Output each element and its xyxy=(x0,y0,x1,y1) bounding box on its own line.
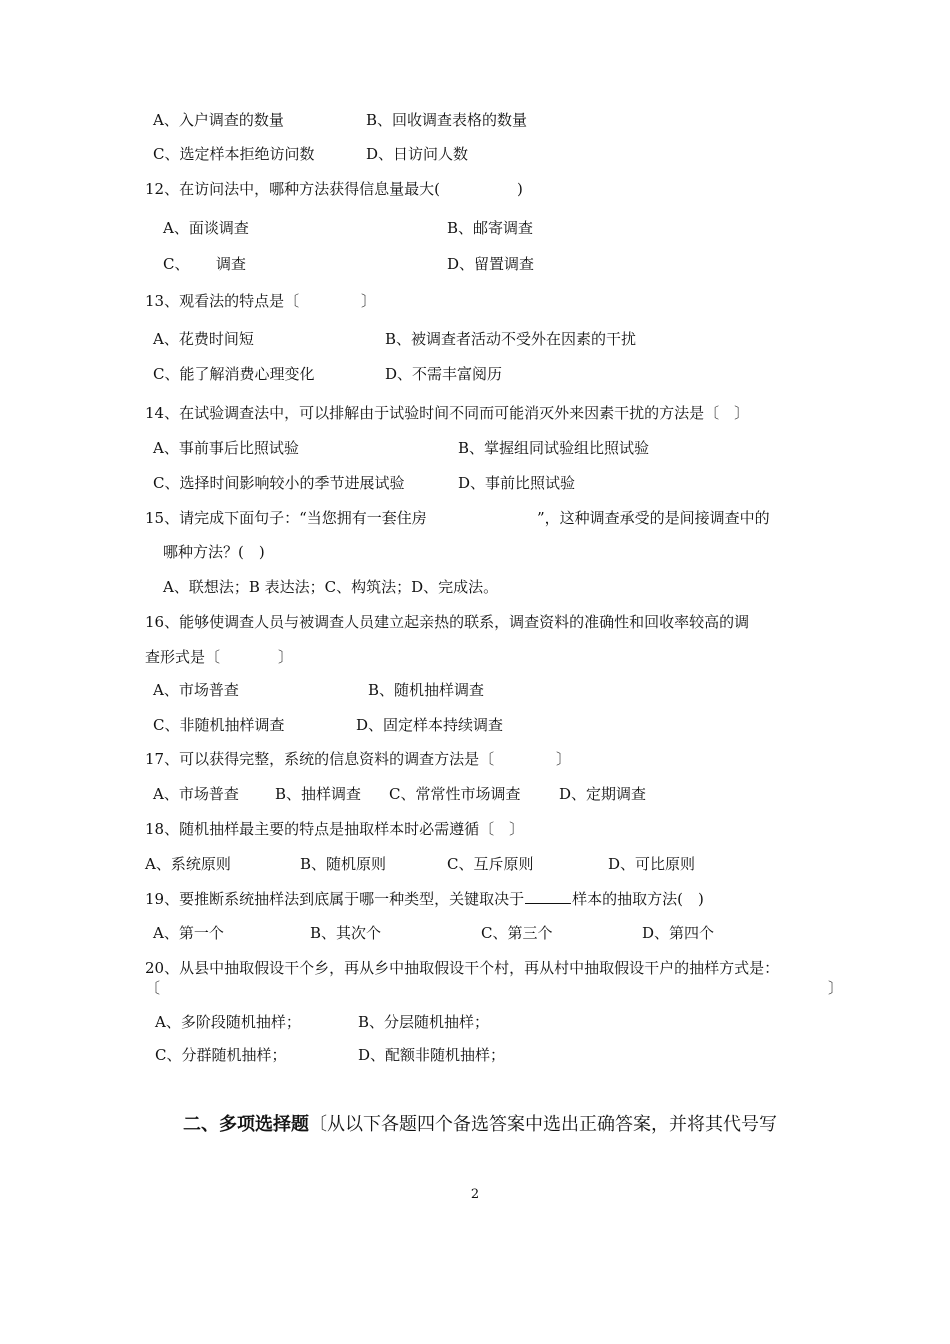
q18-option-d: D、可比原则 xyxy=(608,855,696,873)
q16-stem-a: 16、能够使调查人员与被调查人员建立起亲热的联系，调查资料的准确性和回收率较高的调 xyxy=(145,613,750,631)
q16-option-c: C、非随机抽样调查 xyxy=(153,716,285,734)
q11-option-c: C、选定样本拒绝访问数 xyxy=(153,145,315,163)
q19-option-c: C、第三个 xyxy=(481,924,553,942)
section-title: 二、多项选择题 xyxy=(183,1114,309,1135)
q16-option-a: A、市场普查 xyxy=(153,681,239,699)
q20-paren-close: 〕 xyxy=(828,979,844,997)
q14-option-b: B、掌握组同试验组比照试验 xyxy=(458,439,650,457)
q16-stem-b: 查形式是〔 xyxy=(145,648,221,666)
q16-option-b: B、随机抽样调查 xyxy=(368,681,485,699)
q14-option-c: C、选择时间影响较小的季节进展试验 xyxy=(153,474,405,492)
q19-stem-a: 19、要推断系统抽样法到底属于哪一种类型，关键取决于 xyxy=(145,890,525,908)
q12-stem: 12、在访问法中，哪种方法获得信息量最大( xyxy=(145,180,440,198)
section-heading xyxy=(183,1113,777,1137)
q20-option-b: B、分层随机抽样； xyxy=(358,1013,490,1031)
q15-stem-a: 15、请完成下面句子：“当您拥有一套住房 xyxy=(145,509,427,527)
q19-option-b: B、其次个 xyxy=(310,924,382,942)
q13-option-b: B、被调查者活动不受外在因素的干扰 xyxy=(385,330,637,348)
q20-stem: 20、从县中抽取假设干个乡，再从乡中抽取假设干个村，再从村中抽取假设干户的抽样方式是： xyxy=(145,959,780,977)
section-description: 〔从以下各题四个备选答案中选出正确答案，并将其代号写 xyxy=(309,1114,777,1135)
q19-stem-b: 样本的抽取方法( ) xyxy=(572,890,704,908)
q20-option-c: C、分群随机抽样； xyxy=(155,1046,287,1064)
q19-stem xyxy=(145,889,704,909)
q12-stem-end: ) xyxy=(517,180,523,198)
q16-stem-end: 〕 xyxy=(278,648,294,666)
q19-option-d: D、第四个 xyxy=(642,924,715,942)
q17-option-d: D、定期调查 xyxy=(559,785,647,803)
q16-option-d: D、固定样本持续调查 xyxy=(356,716,504,734)
q13-option-d: D、不需丰富阅历 xyxy=(385,365,503,383)
q12-option-c-text: 调查 xyxy=(216,255,247,273)
q17-stem: 17、可以获得完整，系统的信息资料的调查方法是〔 xyxy=(145,750,495,768)
q20-paren-open: 〔 xyxy=(145,979,161,997)
q14-option-a: A、事前事后比照试验 xyxy=(153,439,299,457)
page-number: 2 xyxy=(470,1187,480,1202)
q12-option-a: A、面谈调查 xyxy=(163,219,249,237)
q13-option-c: C、能了解消费心理变化 xyxy=(153,365,315,383)
q17-option-b: B、抽样调查 xyxy=(275,785,362,803)
q19-answer-blank xyxy=(525,889,571,904)
q13-stem: 13、观看法的特点是〔 xyxy=(145,292,300,310)
q18-option-a: A、系统原则 xyxy=(145,855,231,873)
q11-option-a: A、入户调查的数量 xyxy=(153,111,284,129)
q15-stem-b: ”，这种调查承受的是间接调查中的 xyxy=(537,509,770,527)
q11-option-b: B、回收调查表格的数量 xyxy=(366,111,528,129)
q20-option-a: A、多阶段随机抽样； xyxy=(155,1013,301,1031)
q15-stem-c: 哪种方法？( ) xyxy=(163,543,265,561)
q14-stem: 14、在试验调查法中，可以排解由于试验时间不同而可能消灭外来因素干扰的方法是〔 〕 xyxy=(145,404,750,422)
q12-option-d: D、留置调查 xyxy=(447,255,535,273)
q19-option-a: A、第一个 xyxy=(153,924,224,942)
q17-option-a: A、市场普查 xyxy=(153,785,239,803)
q11-option-d: D、日访问人数 xyxy=(366,145,469,163)
q20-option-d: D、配额非随机抽样； xyxy=(358,1046,506,1064)
q14-option-d: D、事前比照试验 xyxy=(458,474,576,492)
q15-options: A、联想法；B 表达法；C、构筑法；D、完成法。 xyxy=(163,578,499,596)
q18-option-c: C、互斥原则 xyxy=(447,855,534,873)
q18-stem: 18、随机抽样最主要的特点是抽取样本时必需遵循〔 〕 xyxy=(145,820,525,838)
q12-option-b: B、邮寄调查 xyxy=(447,219,534,237)
q18-option-b: B、随机原则 xyxy=(300,855,387,873)
q13-option-a: A、花费时间短 xyxy=(153,330,254,348)
q12-option-c: C、 xyxy=(163,255,190,273)
q13-stem-end: 〕 xyxy=(361,292,377,310)
q17-option-c: C、常常性市场调查 xyxy=(389,785,521,803)
q17-stem-end: 〕 xyxy=(556,750,572,768)
